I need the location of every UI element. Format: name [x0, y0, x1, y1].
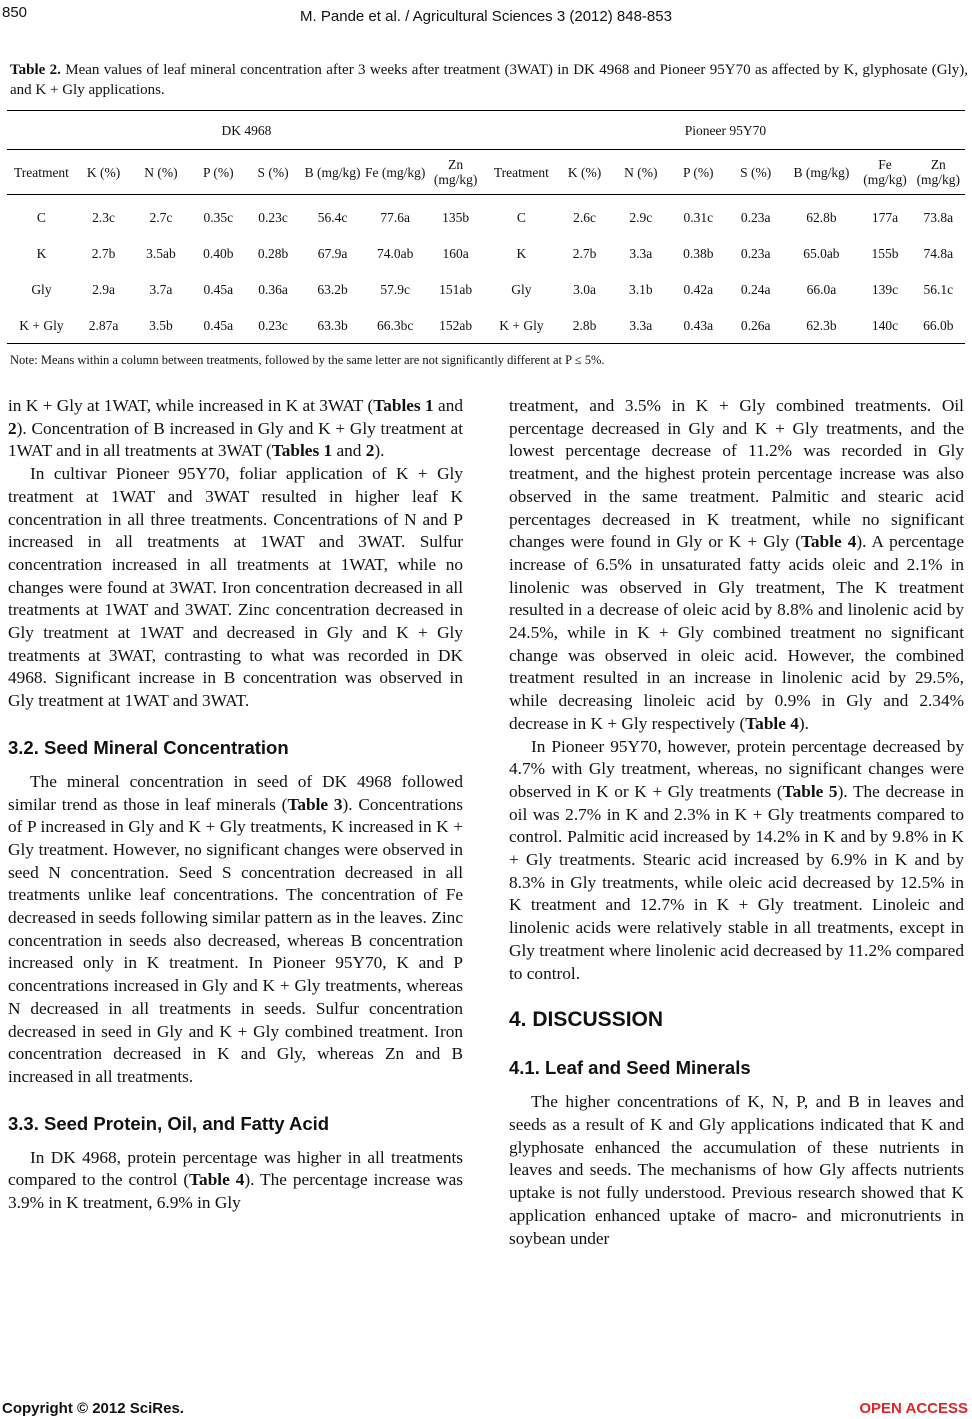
table-cell: 139c [871, 281, 899, 297]
table-cell: 0.43a [670, 307, 727, 344]
column-header: P (%) [670, 150, 727, 195]
table-reference[interactable]: Table 5 [782, 781, 838, 801]
table-cell: 3.5ab [146, 245, 176, 261]
table-cell: 74.0ab [376, 245, 414, 261]
table-cell: 0.23c [246, 307, 300, 344]
table-cell: 3.0a [573, 281, 596, 297]
table-cell: 62.3b [784, 307, 858, 344]
running-head: M. Pande et al. / Agricultural Sciences 3 (2012) 848-853 [300, 8, 672, 25]
table-cell: 0.35c [203, 209, 234, 225]
table-row [7, 195, 965, 236]
table-cell: 0.28b [257, 245, 289, 261]
table-row [7, 235, 965, 271]
table-cell: 0.36a [258, 281, 288, 297]
table-cell: 135b [442, 209, 470, 225]
table-cell: 2.3c [92, 209, 115, 225]
table-cell: 74.8a [923, 245, 954, 261]
table-reference[interactable]: Table 3 [287, 794, 343, 814]
table-cell: 56.1c [923, 281, 954, 297]
table-cell: K [516, 245, 527, 261]
table-cell: K + Gly [7, 307, 76, 344]
section-heading-4: 4. DISCUSSION [509, 1008, 664, 1032]
table-cell: 77.6a [380, 209, 410, 225]
column-header: Zn (mg/kg) [425, 150, 486, 195]
table-reference[interactable]: Table 4 [189, 1170, 245, 1190]
table-cell: 3.7a [149, 281, 173, 297]
table-cell: 0.40b [203, 245, 234, 261]
table-reference[interactable]: 2 [8, 418, 17, 438]
table-row [7, 271, 965, 307]
table-cell: 66.0a [806, 281, 837, 297]
paragraph: In Pioneer 95Y70, however, protein percentage decreased by 4.7% with Gly treatment, whereas, no significant changes were observed in K or K + Gly treatments (Table 5). The decrease in oil was 2.7% in K and 2.3% in K + Gly treatments compared to control. Palmitic acid increased by 14.2% in K and by 9.8% in K + Gly treatments. Stearic acid increased by 6.9% in K and by 8.3% in Gly treatments, while oleic acid decreased by 12.5% in K treatment and 12.7% in K + Gly treatment. Linoleic and linolenic acids were relatively stable in all treatments, except in Gly treatment where linolenic acid decreased by 11.2% compared to control. [509, 736, 964, 983]
table-cell: 66.3bc [365, 307, 426, 344]
group-header-pioneer: Pioneer 95Y70 [486, 111, 965, 150]
table-note: Note: Means within a column between treatments, followed by the same letter are not significantly different at P ≤ 5%. [10, 353, 605, 367]
table-cell: 62.8b [806, 209, 837, 225]
table-cell: 2.7b [572, 245, 597, 261]
group-header-dk4968: DK 4968 [7, 111, 486, 150]
table-cell: 0.31c [683, 209, 714, 225]
column-header: N (%) [131, 150, 190, 195]
open-access-label: OPEN ACCESS [859, 1400, 968, 1417]
left-column [8, 395, 463, 1215]
paragraph: In cultivar Pioneer 95Y70, foliar application of K + Gly treatment at 1WAT and 3WAT resulted in higher leaf K concentration in all three treatments. Concentrations of N and P increased in all treatments at 1WAT and 3WAT. Sulfur concentration increased in all treatments at 1WAT, while no changes were found at 3WAT. Iron concentration decreased in all treatments at 1WAT and 3WAT. Zinc concentration decreased in Gly treatment at 1WAT and decreased in Gly and K + Gly treatments at 3WAT, contrasting to what was recorded in DK 4968. Significant increase in B concentration was observed in Gly treatment at 1WAT and 3WAT. [8, 464, 463, 711]
table-label: Table 2. [10, 62, 61, 78]
column-header: S (%) [727, 150, 784, 195]
table-cell: 2.6c [573, 209, 596, 225]
paragraph: The mineral concentration in seed of DK 4968 followed similar trend as those in leaf minerals (Table 3). Concentrations of P increased in Gly and K + Gly treatments, K increased in K + Gly treatment. However, no significant changes were observed in seed N concentration. Seed S concentration decreased in all treatments unlike leaf concentrations. The concentration of Fe decreased in seeds following similar pattern as in the leaves. Zinc concentration in seeds also decreased, whereas B concentration increased only in K treatment. In Pioneer 95Y70, K and P concentrations increased in Gly and K + Gly treatments, whereas N decreased in all treatments in seeds. Sulfur concentration decreased in seed in Gly and K + Gly combined treatment. Iron concentration decreased in K and Gly, whereas Zn and B increased in all treatments. [8, 771, 464, 1086]
table-cell: Gly [511, 281, 532, 297]
column-header: Treatment [486, 150, 557, 195]
table-cell: 3.3a [612, 307, 669, 344]
table-cell: 2.7b [91, 245, 116, 261]
table-cell: 155b [871, 245, 899, 261]
column-header: K (%) [76, 150, 131, 195]
table-cell: 2.7c [149, 209, 173, 225]
table-cell: 0.24a [740, 281, 771, 297]
table-cell: C [516, 209, 526, 225]
table-reference[interactable]: Table 4 [745, 713, 799, 733]
table-cell: 177a [871, 209, 899, 225]
table-reference[interactable]: Tables 1 [271, 441, 333, 461]
section-heading-3-3: 3.3. Seed Protein, Oil, and Fatty Acid [8, 1112, 330, 1134]
column-header: N (%) [612, 150, 669, 195]
table-cell: 3.3a [629, 245, 653, 261]
section-heading-4-1: 4.1. Leaf and Seed Minerals [509, 1057, 751, 1079]
table-cell: 57.9c [380, 281, 410, 297]
table-cell: 2.9a [92, 281, 115, 297]
paragraph: treatment, and 3.5% in K + Gly combined treatments. Oil percentage decreased in Gly and K + Gly treatments, and the lowest percentage decrease of 11.2% was recorded in Gly treatment, and the highest protein percentage increase was also observed in the same treatment. Palmitic and stearic acid percentages decreased in K treatment, while no significant changes were found in Gly or K + Gly (Table 4). A percentage increase of 6.5% in unsaturated fatty acids oleic and 2.1% in linolenic was observed in Gly treatment, The K treatment resulted in a decrease of oleic acid by 8.8% and linolenic acid by 24.5%, while in K + Gly combined treatment no significant change was observed in oleic acid. However, the combined treatment resulted in an increase in linolenic acid by 29.5%, while decreasing linoleic acid by 0.9% in Gly and 2.34% decrease in K + Gly respectively (Table 4). [509, 396, 964, 733]
table-reference[interactable]: 2 [365, 441, 375, 461]
copyright-notice: Copyright © 2012 SciRes. [2, 1400, 184, 1417]
section-heading-3-2: 3.2. Seed Mineral Concentration [8, 736, 289, 758]
table-cell: 0.45a [191, 307, 246, 344]
paragraph: The higher concentrations of K, N, P, and B in leaves and seeds as a result of K and Gly applications indicated that K and glyphosate enhanced the accumulation of these nutrients in leaves and seeds. The mechanisms of how Gly affects nutrients uptake is not fully understood. Previous research showed that K application enhanced uptake of macro- and micronutrients in soybean under [509, 1092, 964, 1248]
table-caption-text: Mean values of leaf mineral concentration after 3 weeks after treatment (3WAT) in DK 4968 and Pioneer 95Y70 as affected by K, glyphosate (Gly), and K + Gly applications. [10, 62, 969, 98]
table-cell: 2.9c [629, 209, 653, 225]
column-header: B (mg/kg) [300, 150, 365, 195]
table-cell: 66.0b [912, 307, 965, 344]
column-header: K (%) [557, 150, 612, 195]
column-header: Zn (mg/kg) [912, 150, 965, 195]
table-cell: 151ab [439, 281, 473, 297]
column-header: Fe (mg/kg) [858, 150, 911, 195]
table-cell: 160a [442, 245, 469, 261]
table-cell: 0.23c [258, 209, 288, 225]
table-row [7, 307, 965, 344]
table-cell: 73.8a [923, 209, 954, 225]
table-cell: 152ab [425, 307, 486, 344]
column-header: B (mg/kg) [784, 150, 858, 195]
table-cell: K [36, 245, 47, 261]
table-reference[interactable]: Tables 1 [373, 396, 434, 415]
page-number: 850 [2, 4, 28, 21]
table-cell: 63.3b [300, 307, 365, 344]
column-header: P (%) [191, 150, 246, 195]
table-cell: 56.4c [317, 209, 348, 225]
table-cell: 140c [858, 307, 911, 344]
table-cell: 3.1b [629, 281, 653, 297]
column-header: Treatment [7, 150, 76, 195]
table-cell: 3.5b [131, 307, 190, 344]
table-cell: 67.9a [317, 245, 348, 261]
right-column [509, 395, 964, 1250]
paragraph: in K + Gly at 1WAT, while increased in K at 3WAT (Tables 1 and 2). Concentration of B increased in Gly and K + Gly treatment at 1WAT and in all treatments at 3WAT (Tables 1 and 2). [8, 396, 463, 461]
table-cell: 65.0ab [803, 245, 840, 261]
table-cell: C [36, 209, 46, 225]
table-cell: 0.38b [683, 245, 714, 261]
table-cell: Gly [31, 281, 52, 297]
table-cell: K + Gly [486, 307, 557, 344]
table-cell: 0.45a [203, 281, 234, 297]
leaf-mineral-table [7, 110, 965, 344]
column-header-row [7, 150, 965, 195]
table-cell: 0.23a [740, 209, 771, 225]
table-reference[interactable]: Table 4 [800, 532, 857, 552]
table-cell: 2.8b [557, 307, 612, 344]
table-cell: 63.2b [317, 281, 348, 297]
table-cell: 2.87a [76, 307, 131, 344]
column-header: S (%) [246, 150, 300, 195]
column-header: Fe (mg/kg) [365, 150, 426, 195]
table-cell: 0.26a [727, 307, 784, 344]
paragraph: In DK 4968, protein percentage was higher in all treatments compared to the control (Table 4). The percentage increase was 3.9% in K treatment, 6.9% in Gly [8, 1147, 463, 1213]
table-caption [10, 60, 968, 100]
table-cell: 0.42a [683, 281, 714, 297]
table-cell: 0.23a [740, 245, 771, 261]
